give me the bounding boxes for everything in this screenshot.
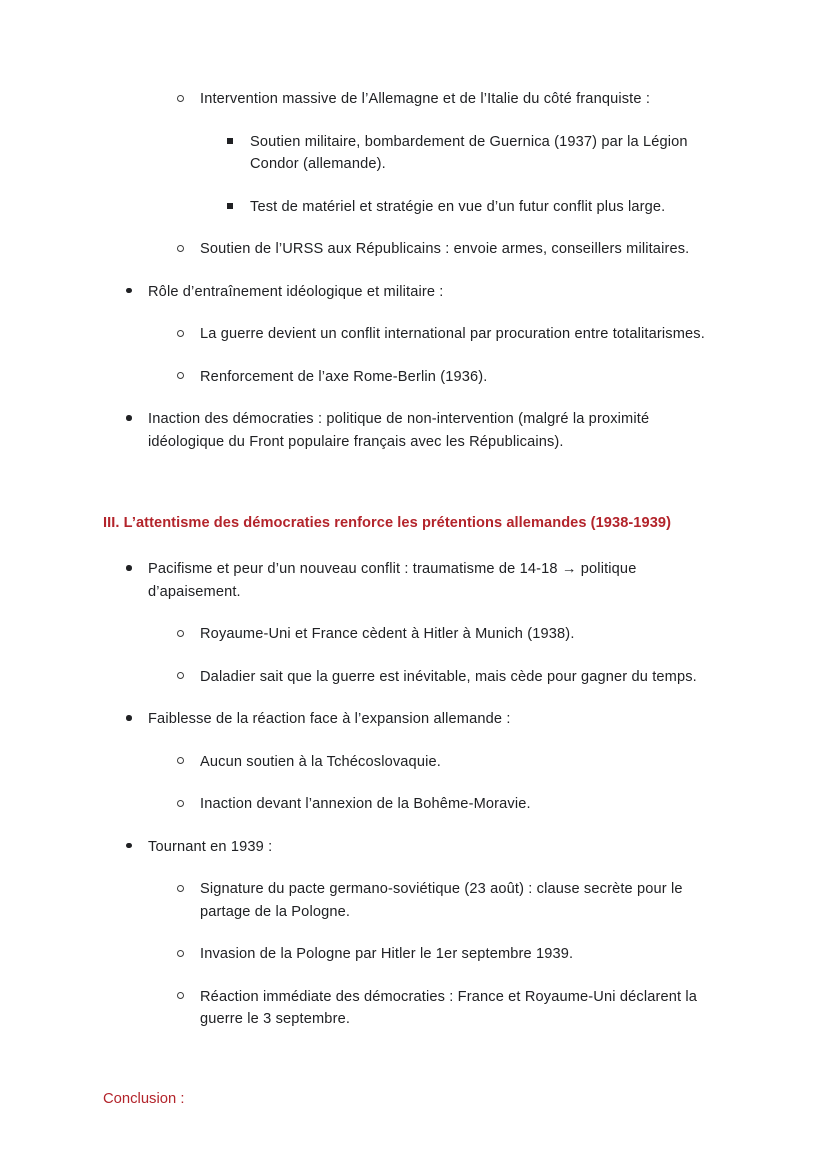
list-item bbox=[0, 943, 828, 966]
list-item bbox=[0, 238, 828, 261]
hollow-circle-bullet-icon bbox=[177, 88, 195, 111]
filled-disc-bullet-icon bbox=[126, 281, 144, 304]
list-item bbox=[0, 558, 828, 603]
conclusion-label bbox=[0, 1089, 828, 1110]
list-item-text: Signature du pacte germano-soviétique (23 août) : clause secrète pour le partage de la Pologne. bbox=[200, 881, 683, 920]
conclusion-spacer bbox=[0, 1051, 828, 1089]
list-item bbox=[0, 708, 828, 731]
list-item-text: Inaction devant l’annexion de la Bohême-Moravie. bbox=[200, 796, 531, 812]
list-item-text: Réaction immédiate des démocraties : France et Royaume-Uni déclarent la guerre le 3 septembre. bbox=[200, 988, 698, 1027]
document-body bbox=[0, 88, 828, 1110]
list-item bbox=[0, 751, 828, 774]
hollow-circle-bullet-icon bbox=[177, 666, 195, 689]
hollow-circle-bullet-icon bbox=[177, 366, 195, 389]
list-item bbox=[0, 366, 828, 389]
list-item-text: Soutien de l’URSS aux Républicains : envoie armes, conseillers militaires. bbox=[200, 241, 690, 257]
list-item-text: Faiblesse de la réaction face à l’expansion allemande : bbox=[148, 711, 511, 727]
list-item bbox=[0, 836, 828, 859]
hollow-circle-bullet-icon bbox=[177, 878, 195, 901]
list-item-text: Renforcement de l’axe Rome-Berlin (1936). bbox=[200, 368, 488, 385]
hollow-circle-bullet-icon bbox=[177, 751, 195, 774]
hollow-circle-bullet-icon bbox=[177, 986, 195, 1009]
list-item-text: Soutien militaire, bombardement de Guernica (1937) par la Légion Condor (allemande). bbox=[250, 133, 688, 172]
list-item bbox=[0, 131, 828, 176]
list-item-text: La guerre devient un conflit international par procuration entre totalitarismes. bbox=[200, 326, 705, 342]
list-item-text: Inaction des démocraties : politique de non-intervention (malgré la proximité idéologique du Front populaire français avec les Républicains). bbox=[148, 411, 650, 450]
conclusion-text: Conclusion : bbox=[103, 1090, 185, 1107]
list-item bbox=[0, 88, 828, 111]
section-spacer bbox=[0, 473, 828, 513]
hollow-circle-bullet-icon bbox=[177, 238, 195, 261]
list-item-text: Test de matériel et stratégie en vue d’un futur conflit plus large. bbox=[250, 198, 666, 215]
list-item-text: Invasion de la Pologne par Hitler le 1er septembre 1939. bbox=[200, 946, 574, 962]
hollow-circle-bullet-icon bbox=[177, 943, 195, 966]
list-item-text: Pacifisme et peur d’un nouveau conflit : traumatisme de 14-18 → politique d’apaisement. bbox=[148, 561, 637, 600]
hollow-circle-bullet-icon bbox=[177, 323, 195, 346]
list-item bbox=[0, 408, 828, 453]
list-item-text: Intervention massive de l’Allemagne et de l’Italie du côté franquiste : bbox=[200, 91, 651, 107]
list-item bbox=[0, 878, 828, 923]
hollow-circle-bullet-icon bbox=[177, 623, 195, 646]
section-heading-text: III. L’attentisme des démocraties renforce les prétentions allemandes (1938-1939) bbox=[103, 515, 671, 531]
heading-gap bbox=[0, 534, 828, 558]
list-item-text: Rôle d’entraînement idéologique et militaire : bbox=[148, 283, 444, 300]
list-item bbox=[0, 323, 828, 346]
filled-square-bullet-icon bbox=[227, 196, 245, 219]
list-item bbox=[0, 196, 828, 219]
list-item-text: Aucun soutien à la Tchécoslovaquie. bbox=[200, 753, 441, 770]
list-item bbox=[0, 793, 828, 816]
filled-disc-bullet-icon bbox=[126, 708, 144, 731]
list-item bbox=[0, 986, 828, 1031]
list-item-text: Tournant en 1939 : bbox=[148, 838, 273, 855]
list-item-text: Daladier sait que la guerre est inévitable, mais cède pour gagner du temps. bbox=[200, 668, 697, 685]
hollow-circle-bullet-icon bbox=[177, 793, 195, 816]
list-item bbox=[0, 281, 828, 304]
filled-square-bullet-icon bbox=[227, 131, 245, 154]
section-heading bbox=[0, 513, 828, 534]
filled-disc-bullet-icon bbox=[126, 558, 144, 581]
filled-disc-bullet-icon bbox=[126, 408, 144, 431]
list-item-text: Royaume-Uni et France cèdent à Hitler à Munich (1938). bbox=[200, 626, 575, 642]
list-item bbox=[0, 666, 828, 689]
list-item bbox=[0, 623, 828, 646]
filled-disc-bullet-icon bbox=[126, 836, 144, 859]
